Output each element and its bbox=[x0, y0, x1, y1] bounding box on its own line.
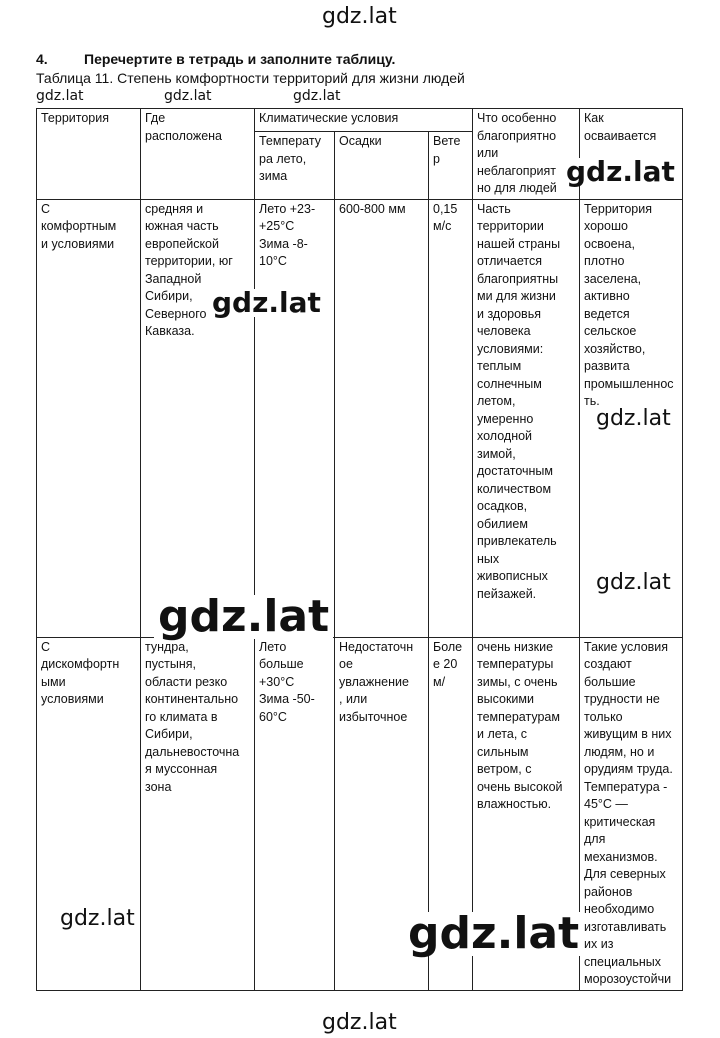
watermark-mid-1: gdz.lat bbox=[596, 406, 671, 431]
row-discomfort-territory: С дискомфортн ыми условиями bbox=[37, 637, 141, 990]
task-title: Перечертите в тетрадь и заполните таблицу. bbox=[84, 51, 396, 67]
row-comfort-temperature: Лето +23- +25°С Зима -8- 10°С bbox=[255, 199, 335, 637]
header-climate: Климатические условия bbox=[255, 109, 473, 132]
table-row bbox=[37, 199, 683, 637]
watermark-overlay-2: gdz.lat bbox=[212, 286, 321, 319]
row-comfort-development: Территория хорошо освоена, плотно заселена, активно ведется сельское хозяйство, развита промышленнос ть. bbox=[580, 199, 683, 637]
watermark-small-1: gdz.lat bbox=[36, 88, 84, 104]
header-temperature: Температу ра лето, зима bbox=[255, 132, 335, 199]
comfort-table bbox=[36, 108, 683, 991]
row-comfort-territory: С комфортным и условиями bbox=[37, 199, 141, 637]
table-header-row bbox=[37, 109, 683, 132]
row-discomfort-favorable: очень низкие температуры зимы, с очень высокими температурам и лета, с сильным ветром, с очень высокой влажностью. bbox=[473, 637, 580, 990]
watermark-small-2: gdz.lat bbox=[164, 88, 212, 104]
row-comfort-wind: 0,15 м/с bbox=[429, 199, 473, 637]
watermark-overlay-3: gdz.lat bbox=[154, 595, 333, 639]
task-number: 4. bbox=[36, 51, 48, 67]
row-comfort-precipitation: 600-800 мм bbox=[335, 199, 429, 637]
row-discomfort-development: Такие условия создают большие трудности не только живущим в них людям, но и орудиям труда. Температура - 45°С — критическая для механизмов. Для северных районов необходимо изготавливать их из специальных морозоустойчи bbox=[580, 637, 683, 990]
task-heading bbox=[36, 51, 395, 67]
row-discomfort-precipitation: Недостаточн ое увлажнение , или избыточное bbox=[335, 637, 429, 990]
header-precipitation: Осадки bbox=[335, 132, 429, 199]
table-row bbox=[37, 637, 683, 990]
watermark-mid-2: gdz.lat bbox=[596, 570, 671, 595]
row-comfort-location: средняя и южная часть европейской территории, юг Западной Сибири, Северного Кавказа. bbox=[141, 199, 255, 637]
header-territory: Территория bbox=[37, 109, 141, 200]
watermark-low-1: gdz.lat bbox=[60, 906, 135, 931]
row-discomfort-location: тундра, пустыня, области резко континентально го климата в Сибири, дальневосточна я муссонная зона bbox=[141, 637, 255, 990]
header-wind: Вете р bbox=[429, 132, 473, 199]
header-favorable: Что особенно благоприятно или неблагоприят но для людей bbox=[473, 109, 580, 200]
table-caption: Таблица 11. Степень комфортности территорий для жизни людей bbox=[36, 70, 465, 86]
row-comfort-favorable: Часть территории нашей страны отличается благоприятны ми для жизни и здоровья человека условиями: теплым солнечным летом, умеренно холодной зимой, достаточным количеством осадков, обилием привлекатель ных живописных пейзажей. bbox=[473, 199, 580, 637]
watermark-top: gdz.lat bbox=[322, 4, 397, 29]
watermark-overlay-1: gdz.lat bbox=[566, 155, 675, 188]
watermark-bottom: gdz.lat bbox=[322, 1010, 397, 1035]
watermark-overlay-4: gdz.lat bbox=[404, 912, 583, 956]
row-discomfort-temperature: Лето больше +30°С Зима -50- 60°С bbox=[255, 637, 335, 990]
watermark-small-3: gdz.lat bbox=[293, 88, 341, 104]
header-location: Где расположена bbox=[141, 109, 255, 200]
row-discomfort-wind: Боле е 20 м/ bbox=[429, 637, 473, 990]
header-development: Как осваивается bbox=[580, 109, 683, 200]
